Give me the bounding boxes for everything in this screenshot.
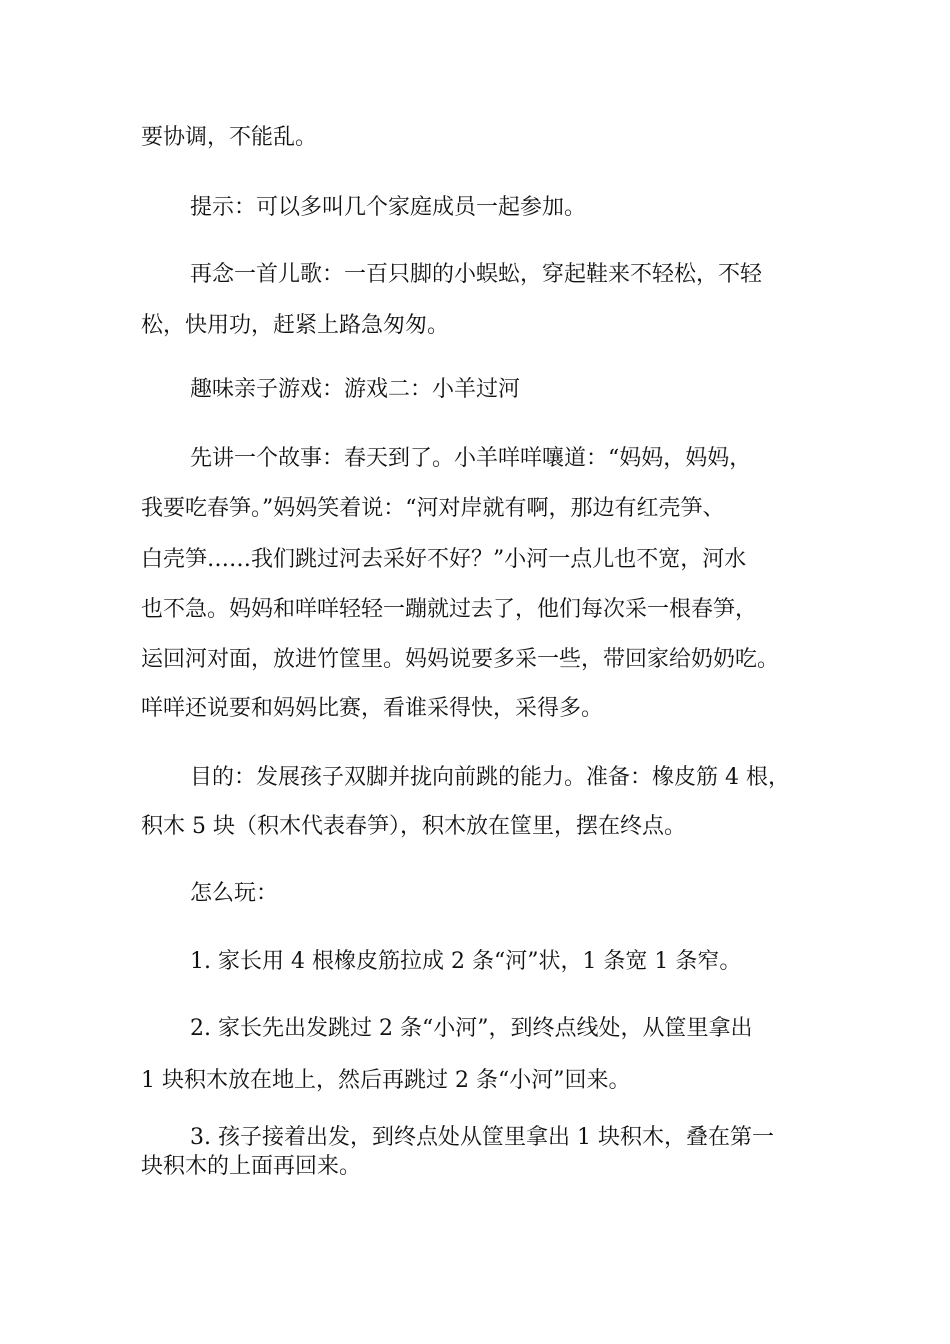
text-line: 运回河对面，放进竹筐里。妈妈说要多采一些，带回家给奶奶吃。 [141, 647, 780, 672]
text-line: 提示：可以多叫几个家庭成员一起参加。 [190, 195, 587, 220]
text-line: 白壳笋……我们跳过河去采好不好？”小河一点儿也不宽，河水 [141, 547, 747, 572]
text-line: 要协调，不能乱。 [141, 125, 318, 150]
text-line: 也不急。妈妈和咩咩轻轻一蹦就过去了，他们每次采一根春笋， [141, 597, 758, 622]
list-item: 2. 家长先出发跳过 2 条“小河”，到终点线处，从筐里拿出 [190, 1016, 753, 1041]
text-line: 怎么玩： [190, 881, 279, 906]
list-item: 1. 家长用 4 根橡皮筋拉成 2 条“河”状，1 条宽 1 条窄。 [190, 949, 742, 974]
text-line: 我要吃春笋。”妈妈笑着说：“河对岸就有啊，那边有红壳笋、 [141, 496, 725, 521]
text-line: 再念一首儿歌：一百只脚的小蜈蚣，穿起鞋来不轻松，不轻 [190, 262, 763, 287]
text-line: 咩咩还说要和妈妈比赛，看谁采得快，采得多。 [141, 696, 604, 721]
list-item: 3. 孩子接着出发，到终点处从筐里拿出 1 块积木，叠在第一 [190, 1125, 774, 1150]
section-heading: 趣味亲子游戏：游戏二：小羊过河 [190, 377, 521, 402]
text-line: 先讲一个故事：春天到了。小羊咩咩嚷道：“妈妈，妈妈， [190, 446, 752, 471]
text-line: 目的：发展孩子双脚并拢向前跳的能力。准备：橡皮筋 4 根， [190, 765, 790, 790]
text-line: 块积木的上面再回来。 [141, 1154, 362, 1179]
text-line: 松，快用功，赶紧上路急匆匆。 [141, 313, 450, 338]
text-line: 积木 5 块（积木代表春笋），积木放在筐里，摆在终点。 [141, 814, 686, 839]
text-line: 1 块积木放在地上，然后再跳过 2 条“小河”回来。 [141, 1068, 631, 1093]
